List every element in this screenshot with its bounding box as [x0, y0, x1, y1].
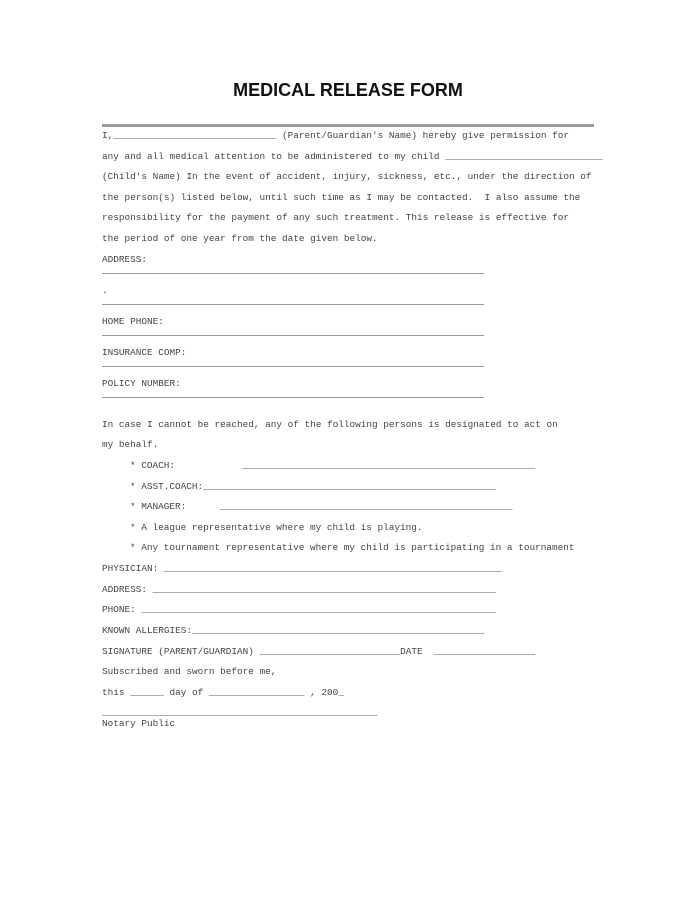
- league-representative-item: * A league representative where my child is playing.: [130, 522, 423, 533]
- designation-line-2: my behalf.: [102, 439, 159, 450]
- policy-number-field[interactable]: [102, 397, 484, 398]
- policy-number-label: POLICY NUMBER:: [102, 378, 181, 389]
- known-allergies-field[interactable]: KNOWN ALLERGIES:____________________________________________________: [102, 625, 485, 636]
- insurance-field[interactable]: [102, 366, 484, 367]
- asst-coach-field[interactable]: * ASST.COACH:____________________________________________________: [130, 481, 496, 492]
- paragraph-line-3: (Child's Name) In the event of accident, injury, sickness, etc., under the direction of: [102, 171, 592, 182]
- address-label: ADDRESS:: [102, 254, 148, 265]
- title-divider: [102, 124, 594, 127]
- physician-address-field[interactable]: ADDRESS: _____________________________________________________________: [102, 584, 496, 595]
- home-phone-label: HOME PHONE:: [102, 316, 164, 327]
- notary-signature-field[interactable]: _________________________________________________: [102, 707, 378, 718]
- address-field-line-2[interactable]: [102, 304, 484, 305]
- paragraph-line-2: any and all medical attention to be administered to my child ____________________________: [102, 151, 603, 162]
- paragraph-line-4: the person(s) listed below, until such time as I may be contacted. I also assume the: [102, 192, 581, 203]
- paragraph-line-1: I,_____________________________ (Parent/Guardian's Name) hereby give permission for: [102, 130, 569, 141]
- address-continuation: .: [102, 285, 108, 296]
- insurance-label: INSURANCE COMP:: [102, 347, 187, 358]
- sworn-statement: Subscribed and sworn before me,: [102, 666, 277, 677]
- page-title: MEDICAL RELEASE FORM: [233, 80, 463, 100]
- tournament-representative-item: * Any tournament representative where my child is participating in a tournament: [130, 542, 575, 553]
- paragraph-line-5: responsibility for the payment of any such treatment. This release is effective for: [102, 212, 569, 223]
- physician-field[interactable]: PHYSICIAN: ____________________________________________________________: [102, 563, 502, 574]
- signature-date-field[interactable]: SIGNATURE (PARENT/GUARDIAN) _________________________DATE __________________: [102, 646, 536, 657]
- paragraph-line-6: the period of one year from the date given below.: [102, 233, 378, 244]
- home-phone-field[interactable]: [102, 335, 484, 336]
- address-field-line-1[interactable]: [102, 273, 484, 274]
- notary-date-field[interactable]: this ______ day of _________________ , 200_: [102, 687, 344, 698]
- notary-public-label: Notary Public: [102, 718, 176, 729]
- manager-field[interactable]: * MANAGER: ____________________________________________________: [130, 501, 513, 512]
- designation-line-1: In case I cannot be reached, any of the following persons is designated to act on: [102, 419, 558, 430]
- physician-phone-field[interactable]: PHONE: _______________________________________________________________: [102, 604, 496, 615]
- coach-field[interactable]: * COACH: ____________________________________________________: [130, 460, 536, 471]
